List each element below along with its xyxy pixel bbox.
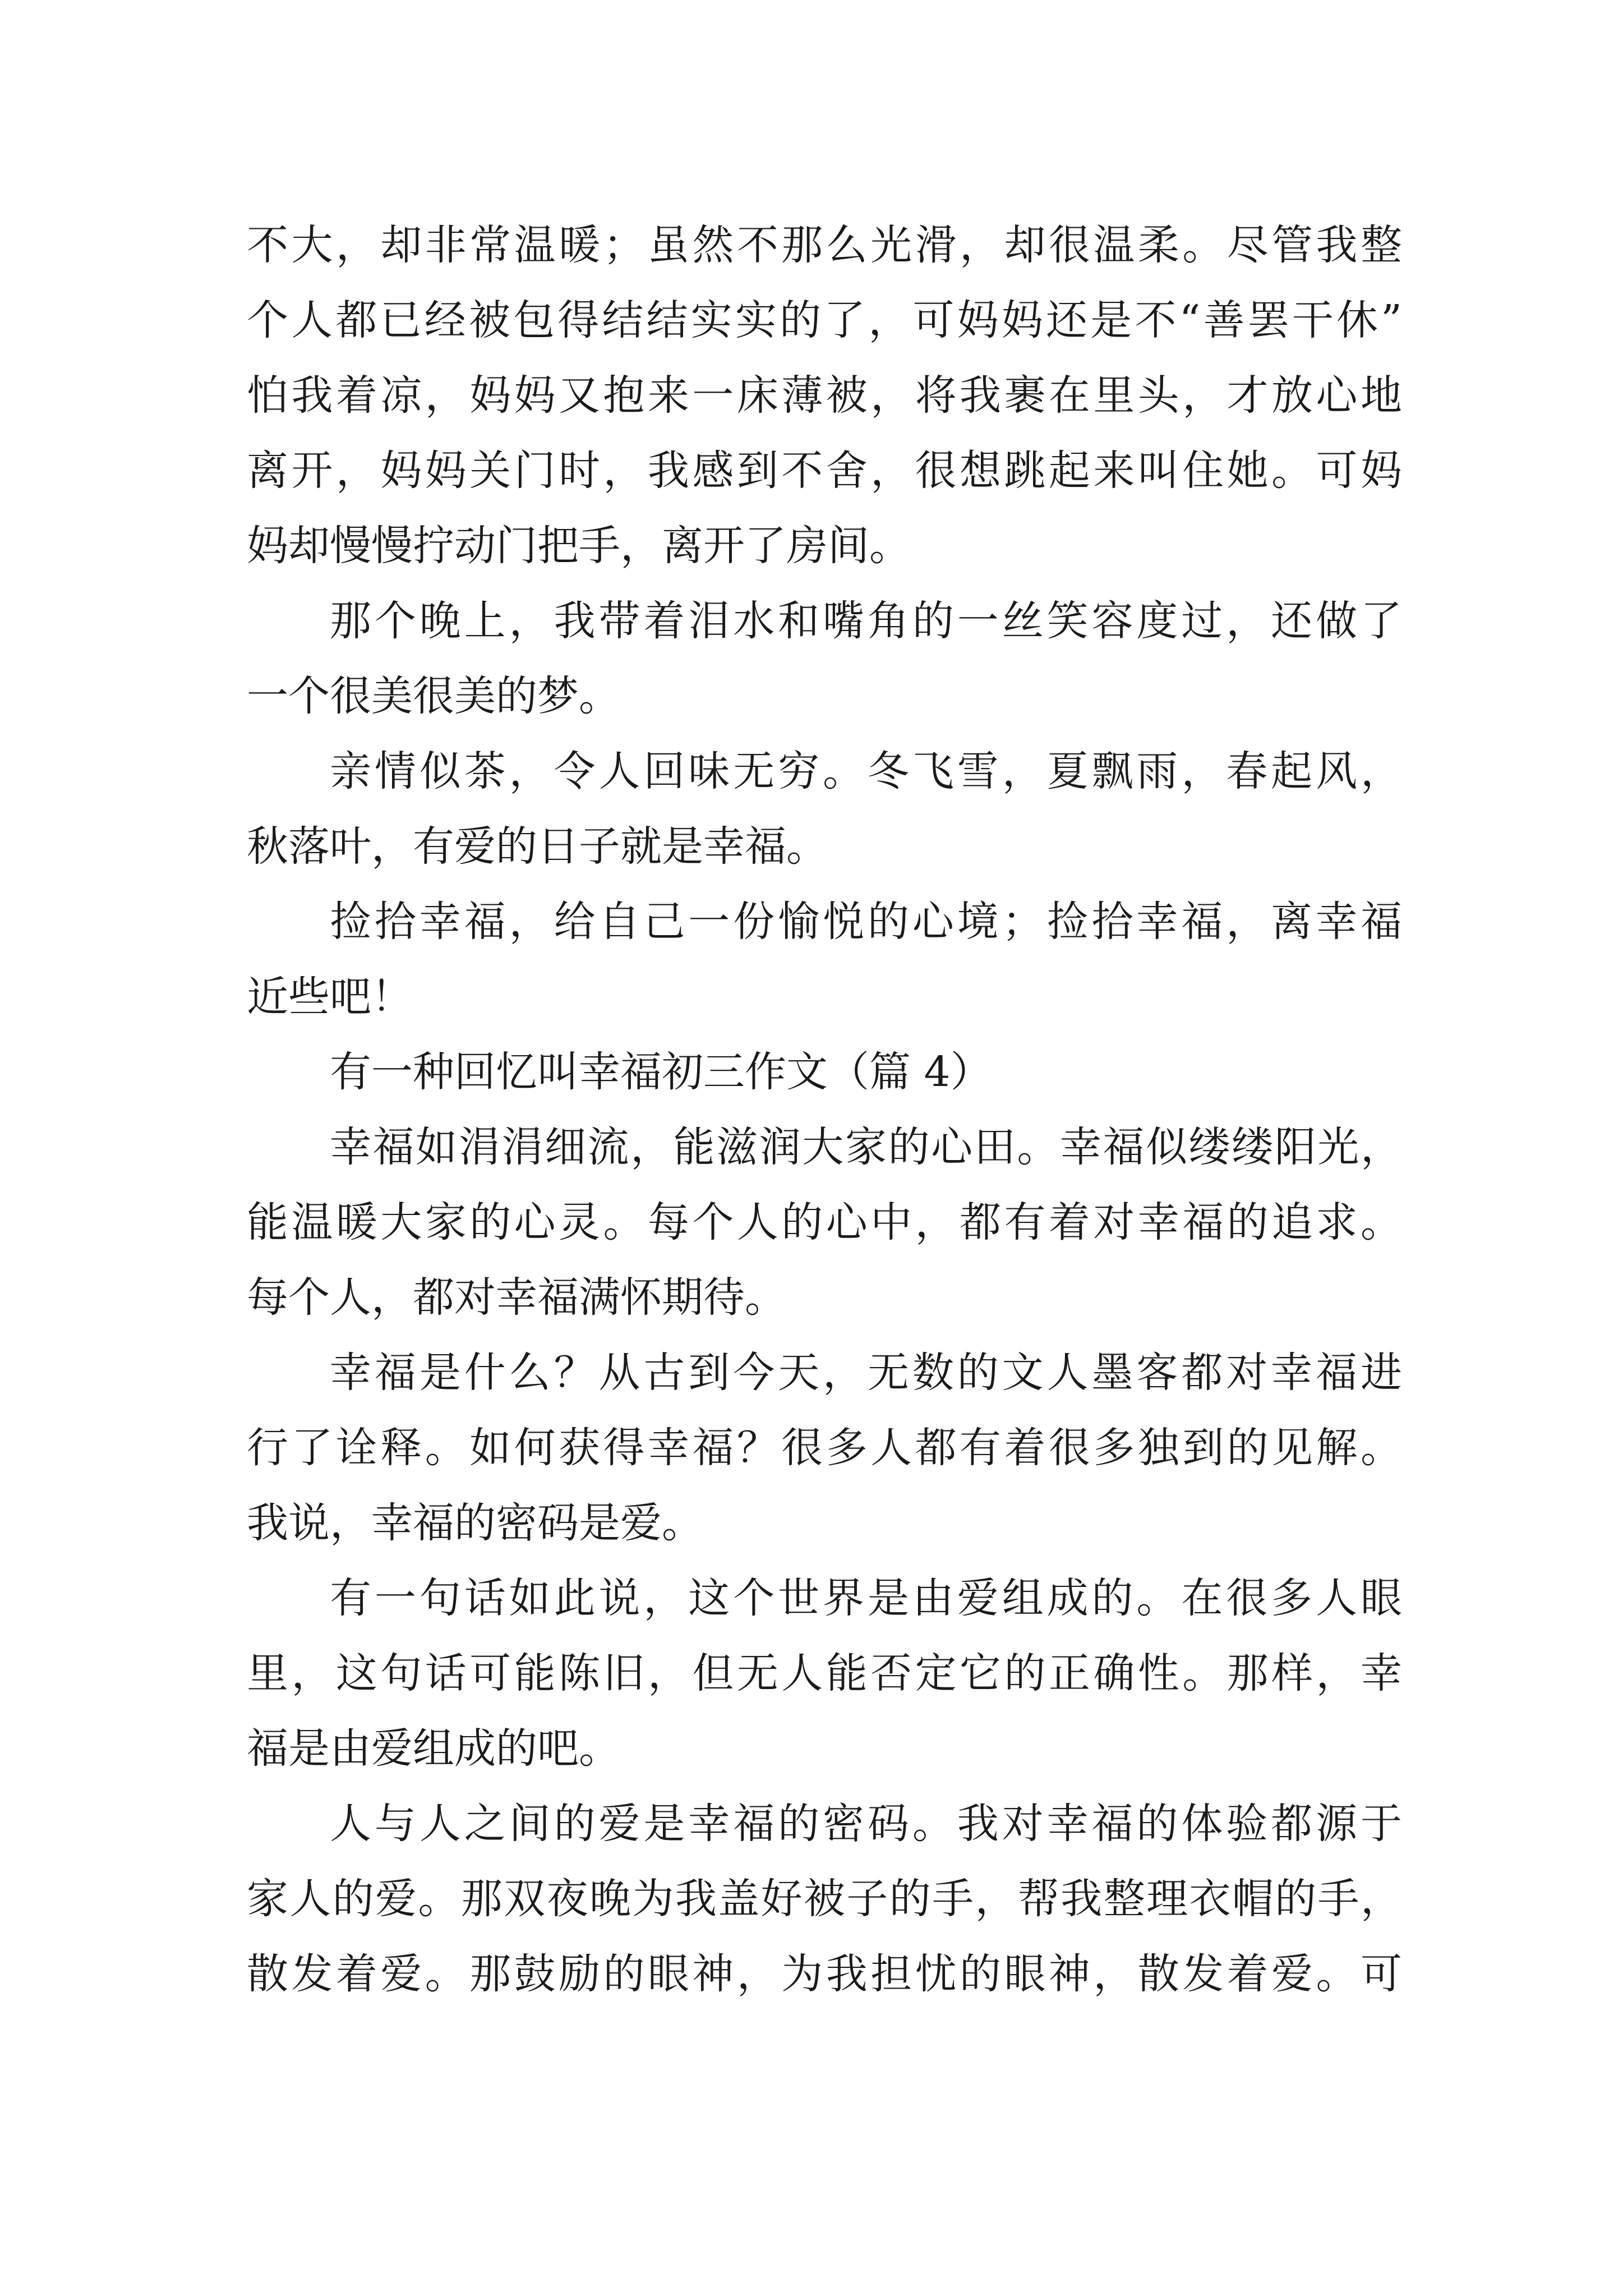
paragraph — [247, 583, 1402, 734]
paragraph — [247, 208, 1402, 583]
text-line: 里，这句话可能陈旧，但无人能否定它的正确性。那样，幸 — [247, 1649, 1402, 1697]
text-line: 有一句话如此说，这个世界是由爱组成的。在很多人眼 — [330, 1574, 1402, 1622]
text-line: 我说，幸福的密码是爱。 — [247, 1499, 703, 1547]
text-line: 一个很美很美的梦。 — [247, 672, 620, 720]
text-line: 捡拾幸福，给自己一份愉悦的心境；捡拾幸福，离幸福 — [330, 898, 1402, 946]
paragraph — [247, 1110, 1402, 1335]
text-line: 幸福如涓涓细流，能滋润大家的心田。幸福似缕缕阳光， — [330, 1123, 1402, 1171]
text-line: 亲情似茶，令人回味无穷。冬飞雪，夏飘雨，春起风， — [330, 747, 1402, 795]
text-line: 个人都已经被包得结结实实的了，可妈妈还是不“善罢干休” — [247, 296, 1402, 344]
paragraph — [247, 1335, 1402, 1561]
text-line: 那个晚上，我带着泪水和嘴角的一丝笑容度过，还做了 — [330, 597, 1402, 645]
text-line: 每个人，都对幸福满怀期待。 — [247, 1273, 786, 1322]
text-line: 不大，却非常温暖；虽然不那么光滑，却很温柔。尽管我整 — [247, 221, 1402, 269]
text-line: 幸福是什么？从古到今天，无数的文人墨客都对幸福进 — [330, 1349, 1402, 1397]
paragraph — [247, 884, 1402, 1034]
text-line: 能温暖大家的心灵。每个人的心中，都有着对幸福的追求。 — [247, 1198, 1402, 1246]
text-line: 妈却慢慢拧动门把手，离开了房间。 — [247, 522, 911, 570]
paragraph — [247, 1786, 1402, 2012]
document-body — [247, 208, 1402, 2012]
section-heading: 有一种回忆叫幸福初三作文（篇 4） — [330, 1048, 992, 1096]
text-line: 怕我着凉，妈妈又抱来一床薄被，将我裹在里头，才放心地 — [247, 371, 1402, 420]
text-line: 福是由爱组成的吧。 — [247, 1724, 620, 1773]
text-line: 家人的爱。那双夜晚为我盖好被子的手，帮我整理衣帽的手， — [247, 1875, 1402, 1923]
paragraph — [247, 734, 1402, 884]
text-line: 离开，妈妈关门时，我感到不舍，很想跳起来叫住她。可妈 — [247, 447, 1402, 495]
paragraph — [247, 1561, 1402, 1786]
text-line: 散发着爱。那鼓励的眼神，为我担忧的眼神，散发着爱。可 — [247, 1950, 1402, 1998]
text-line: 秋落叶，有爱的日子就是幸福。 — [247, 822, 828, 871]
text-line: 近些吧！ — [247, 973, 413, 1021]
text-line: 行了诠释。如何获得幸福？很多人都有着很多独到的见解。 — [247, 1424, 1402, 1472]
text-line: 人与人之间的爱是幸福的密码。我对幸福的体验都源于 — [330, 1800, 1402, 1848]
